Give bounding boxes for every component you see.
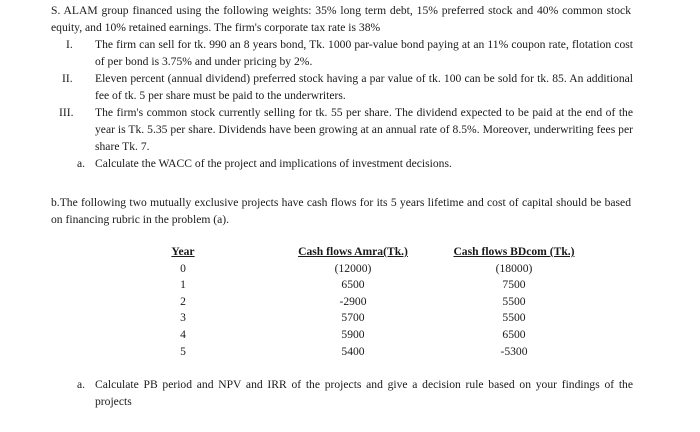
list-item-number: I. (66, 38, 73, 51)
table-cell: 5 (180, 344, 186, 358)
list-item-text: Eleven percent (annual dividend) preferred stock having a par value of tk. 100 can be sold for tk. 85. An additional fee of tk. 5 per share must be paid to the underwriters. (95, 72, 633, 102)
table-cell: 5500 (502, 294, 526, 308)
table-column-year (163, 244, 203, 360)
table-cell: 6500 (341, 278, 365, 292)
table-cell: (12000) (334, 261, 372, 275)
table-cell: 0 (180, 261, 186, 275)
list-item-text: The firm can sell for tk. 990 an 8 years bond, Tk. 1000 par-value bond paying at an 11% coupon rate, flotation cost of per bond is 3.75% and under pricing by 2%. (95, 38, 633, 68)
table-cell: 4 (180, 327, 186, 341)
part-b-paragraph: b.The following two mutually exclusive projects have cash flows for its 5 years lifetime and cost of capital should be based on financing rubric in the problem (a). (51, 196, 631, 226)
list-item-text: Calculate the WACC of the project and implications of investment decisions. (95, 157, 452, 170)
intro-paragraph: S. ALAM group financed using the following weights: 35% long term debt, 15% preferred stock and 40% common stock equity, and 10% retained earnings. The firm's corporate tax rate is 38% (51, 4, 631, 34)
table-header-bdcom: Cash flows BDcom (Tk.) (453, 245, 575, 258)
table-header-amra: Cash flows Amra(Tk.) (298, 245, 408, 258)
question-text: Calculate PB period and NPV and IRR of the projects and give a decision rule based on your findings of the projects (95, 378, 633, 408)
table-column-amra (283, 244, 423, 360)
list-item-number: a. (77, 157, 86, 170)
table-cell: 7500 (502, 278, 526, 292)
list-item-number: II. (62, 72, 73, 85)
table-cell: 1 (180, 278, 186, 292)
table-cell: 5900 (341, 327, 365, 341)
table-cell: (18000) (495, 261, 533, 275)
list-item-number: III. (59, 106, 74, 119)
table-cell: 5500 (502, 311, 526, 325)
table-cell: 2 (180, 294, 186, 308)
table-cell: 6500 (502, 327, 526, 341)
table-cell: 5700 (341, 311, 365, 325)
table-column-bdcom (436, 244, 592, 360)
table-cell: 3 (180, 311, 186, 325)
table-cell: 5400 (341, 344, 365, 358)
table-cell: -2900 (339, 294, 367, 308)
table-cell: -5300 (500, 344, 528, 358)
list-item-text: The firm's common stock currently selling for tk. 55 per share. The dividend expected to be paid at the end of the year is Tk. 5.35 per share. Dividends have been growing at an annual rate of 8.5%. Moreover, underwriting fees per share Tk. 7. (95, 106, 633, 153)
question-number: a. (77, 378, 86, 391)
table-header-year: Year (171, 245, 195, 258)
